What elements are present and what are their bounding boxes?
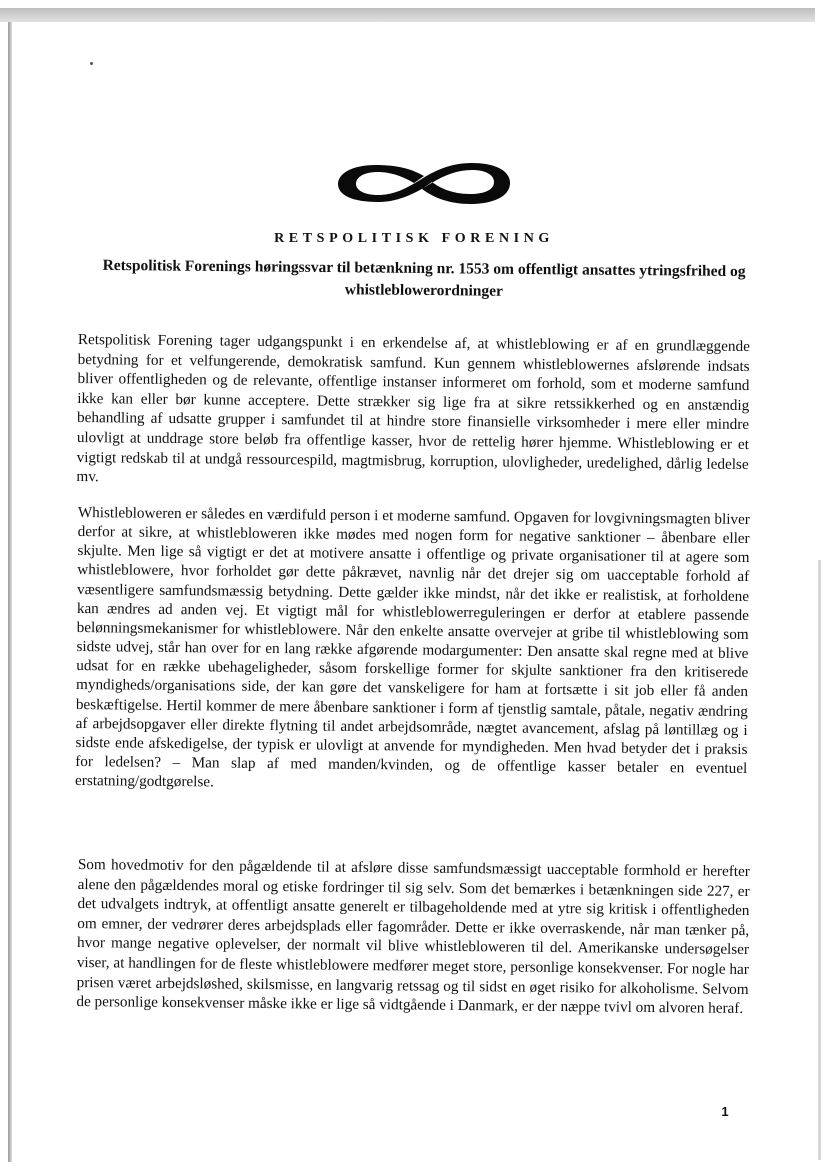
document-title: Retspolitisk Forenings høringssvar til betænkning nr. 1553 om offentligt ansattes ytringsfrihed og whistleblowerordninger <box>102 256 746 300</box>
paragraph-3: Som hovedmotiv for den pågældende til at afsløre disse samfundsmæssigt uacceptable formhold er herefter alene den pågældendes moral og etiske fordringer til sig selv. Som det bemærkes i betænkningen side 227, er det udvalgets indtryk, at offentligt ansatte generelt er tilbageholdende med at ytre sig kritisk i offentligheden om emner, der vedrører deres arbejdsplads eller fagområder. Dette er ikke overraskende, når man tænker på, hvor mange negative oplevelser, der normalt vil blive whistlebloweren til del. Amerikanske undersøgelser viser, at handlingen for de fleste whistleblowere medfører meget store, personlige konsekvenser. For nogle har prisen været arbejdsløshed, skilsmisse, en langvarig retssag og til sidst en øget risiko for alkoholisme. Selvom de personlige konsekvenser måske ikke er lige så vidtgående i Danmark, er der næppe tvivl om alvoren heraf. <box>76 855 750 1018</box>
page-number: 1 <box>721 1104 729 1119</box>
infinity-logo-icon <box>336 160 512 206</box>
scan-edge-right <box>818 560 821 1160</box>
scan-speck <box>90 62 93 65</box>
scan-edge-top <box>0 8 815 22</box>
paragraph-2: Whistlebloweren er således en værdifuld person i et moderne samfund. Opgaven for lovgivningsmagten bliver derfor at sikre, at whistlebloweren ikke mødes med nogen form for negative sanktioner – åbenbare eller skjulte. Men lige så vigtigt er det at motivere ansatte i offentlige og private organisationer til at agere som whistleblowere, hvor forholdet gør dette påkrævet, navnlig når det drejer sig om uacceptable forhold af væsentligere samfundsmæssig betydning. Dette gælder ikke mindst, når det ikke er realistisk, at forholdene kan ændres ad anden vej. Et vigtigt mål for whistleblowerreguleringen er derfor at etablere passende belønningsmekanismer for whistleblowere. Når den enkelte ansatte overvejer at gribe til whistleblowing som sidste udvej, står han over for en lang række afgørende modargumenter: Den ansatte skal regne med at blive udsat for en række ubehageligheder, såsom forskellige former for skjulte sanktioner fra den kritiserede myndigheds/organisations side, der kan gøre det vanskeligere for ham at fortsætte i sit job eller få anden beskæftigelse. Hertil kommer de mere åbenbare sanktioner i form af tjenstlig samtale, påtale, negativ ændring af arbejdsopgaver eller direkte flytning til andet arbejdsområde, nægtet avancement, afslag på løntillæg og i sidste ende afskedigelse, der typisk er ulovligt at anvende for myndigheden. Men hvad betyder det i praksis for ledelsen? – Man slap af med manden/kvinden, og de offentlige kasser betaler en eventuel erstatning/godtgørelse. <box>75 503 750 791</box>
scan-edge-left <box>8 22 12 1162</box>
paragraph-1: Retspolitisk Forening tager udgangspunkt i en erkendelse af, at whistleblowing er af en grundlæggende betydning for et velfungerende, demokratisk samfund. Kun gennem whistleblowernes afslørende indsats bliver offentligheden og de relevante, offentlige instanser informeret om forhold, som et moderne samfund ikke kan eller bør kunne acceptere. Dette strækker sig lige fra at sikre retssikkerhed og en anstændig behandling af udsatte grupper i samfundet til at hindre store finansielle virksomheder i mere eller mindre ulovligt at unddrage store beløb fra offentlige kasser, hvor de rettelig hører hjemme. Whistleblowing er et vigtigt redskab til at undgå ressourcespild, magtmisbrug, korruption, ulovligheder, uredelighed, dårlig ledelse mv. <box>76 330 750 486</box>
organization-name: RETSPOLITISK FORENING <box>274 231 554 246</box>
